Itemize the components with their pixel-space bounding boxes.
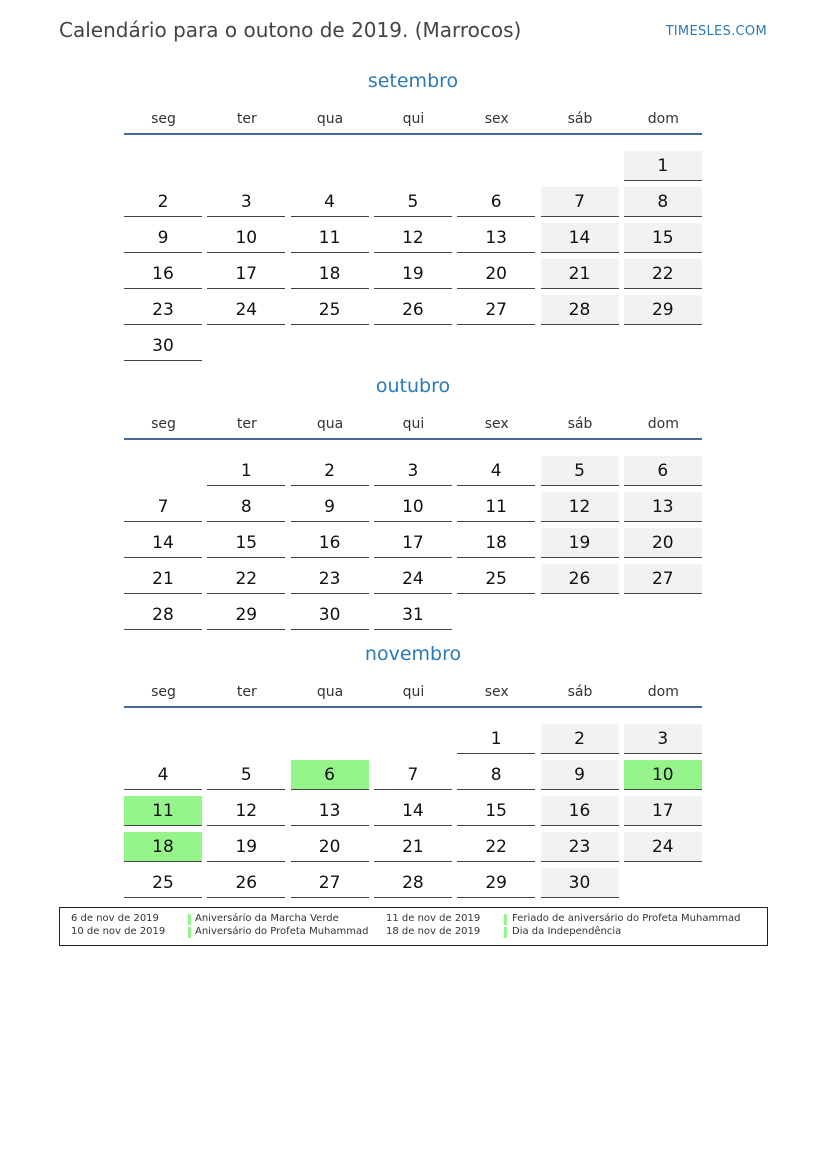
day-cell[interactable]: 30 <box>291 600 369 630</box>
day-cell[interactable]: 2 <box>541 724 619 754</box>
day-cell[interactable]: 26 <box>207 868 285 898</box>
holiday-day-cell[interactable]: 18 <box>124 832 202 862</box>
legend-date: 10 de nov de 2019 <box>71 926 166 937</box>
day-cell[interactable]: 17 <box>207 259 285 289</box>
site-link[interactable]: TIMESLES.COM <box>665 24 767 39</box>
weekday-label: dom <box>647 684 679 700</box>
day-cell[interactable]: 9 <box>124 223 202 253</box>
holiday-color-marker <box>188 914 191 925</box>
day-cell[interactable]: 4 <box>457 456 535 486</box>
weekday-label: qua <box>316 111 344 127</box>
day-cell[interactable]: 13 <box>291 796 369 826</box>
day-cell[interactable]: 28 <box>541 295 619 325</box>
day-cell[interactable]: 16 <box>124 259 202 289</box>
day-cell[interactable]: 10 <box>374 492 452 522</box>
day-cell[interactable]: 29 <box>457 868 535 898</box>
weekday-label: qui <box>402 111 425 127</box>
day-cell[interactable]: 5 <box>541 456 619 486</box>
legend-holiday-name: Dia da Independência <box>512 926 622 937</box>
weekday-label: sex <box>484 684 509 700</box>
day-cell[interactable]: 14 <box>374 796 452 826</box>
day-cell[interactable]: 1 <box>207 456 285 486</box>
day-cell[interactable]: 3 <box>207 187 285 217</box>
day-cell[interactable]: 7 <box>374 760 452 790</box>
day-cell[interactable]: 16 <box>291 528 369 558</box>
weekday-label: qua <box>316 416 344 432</box>
weekday-label: ter <box>236 111 257 127</box>
day-cell[interactable]: 6 <box>457 187 535 217</box>
weekday-label: sex <box>484 111 509 127</box>
day-cell[interactable]: 12 <box>374 223 452 253</box>
weekday-header-row <box>124 684 702 708</box>
day-cell[interactable]: 30 <box>124 331 202 361</box>
day-cell[interactable]: 1 <box>457 724 535 754</box>
legend-holiday-name: Aniversário da Marcha Verde <box>195 913 339 924</box>
day-cell[interactable]: 22 <box>207 564 285 594</box>
day-cell[interactable]: 19 <box>374 259 452 289</box>
day-cell[interactable]: 2 <box>124 187 202 217</box>
legend-date: 11 de nov de 2019 <box>386 913 481 924</box>
page-title: Calendário para o outono de 2019. (Marrocos) <box>59 18 522 42</box>
day-cell[interactable]: 9 <box>291 492 369 522</box>
day-cell[interactable]: 30 <box>541 868 619 898</box>
day-cell[interactable]: 18 <box>457 528 535 558</box>
day-cell[interactable]: 7 <box>541 187 619 217</box>
day-cell[interactable]: 14 <box>541 223 619 253</box>
legend-holiday-name: Feriado de aniversário do Profeta Muhammad <box>512 913 741 924</box>
weekday-label: dom <box>647 416 679 432</box>
day-cell[interactable]: 19 <box>207 832 285 862</box>
holiday-day-cell[interactable]: 11 <box>124 796 202 826</box>
day-cell[interactable]: 17 <box>374 528 452 558</box>
day-cell[interactable]: 25 <box>457 564 535 594</box>
weekday-label: sáb <box>567 111 593 127</box>
weekday-header-row <box>124 111 702 135</box>
day-cell[interactable]: 4 <box>291 187 369 217</box>
day-cell[interactable]: 23 <box>541 832 619 862</box>
day-cell[interactable]: 18 <box>291 259 369 289</box>
day-cell[interactable]: 26 <box>374 295 452 325</box>
holiday-color-marker <box>504 914 507 925</box>
day-cell[interactable]: 25 <box>291 295 369 325</box>
day-cell[interactable]: 5 <box>374 187 452 217</box>
day-cell[interactable]: 27 <box>291 868 369 898</box>
day-cell[interactable]: 2 <box>291 456 369 486</box>
weekday-label: seg <box>151 111 176 127</box>
day-cell[interactable]: 6 <box>624 456 702 486</box>
weekday-label: qua <box>316 684 344 700</box>
weekday-label: sex <box>484 416 509 432</box>
holiday-day-cell[interactable]: 6 <box>291 760 369 790</box>
day-cell[interactable]: 14 <box>124 528 202 558</box>
day-cell[interactable]: 12 <box>541 492 619 522</box>
day-cell[interactable]: 8 <box>624 187 702 217</box>
day-cell[interactable]: 29 <box>624 295 702 325</box>
day-cell[interactable]: 28 <box>374 868 452 898</box>
day-cell[interactable]: 20 <box>624 528 702 558</box>
day-cell[interactable]: 27 <box>624 564 702 594</box>
weekday-label: sáb <box>567 416 593 432</box>
day-cell[interactable]: 19 <box>541 528 619 558</box>
day-cell[interactable]: 8 <box>457 760 535 790</box>
day-cell[interactable]: 21 <box>374 832 452 862</box>
day-cell[interactable]: 15 <box>207 528 285 558</box>
weekday-label: ter <box>236 416 257 432</box>
legend-date: 6 de nov de 2019 <box>71 913 159 924</box>
day-cell[interactable]: 24 <box>374 564 452 594</box>
day-cell[interactable]: 29 <box>207 600 285 630</box>
month-title: outubro <box>375 375 451 397</box>
holiday-color-marker <box>504 927 507 938</box>
day-cell[interactable]: 22 <box>624 259 702 289</box>
weekday-label: qui <box>402 416 425 432</box>
day-cell[interactable]: 23 <box>291 564 369 594</box>
day-cell[interactable]: 10 <box>207 223 285 253</box>
day-cell[interactable]: 15 <box>457 796 535 826</box>
day-cell[interactable]: 21 <box>124 564 202 594</box>
day-cell[interactable]: 25 <box>124 868 202 898</box>
weekday-label: seg <box>151 684 176 700</box>
legend-holiday-name: Aniversário do Profeta Muhammad <box>195 926 369 937</box>
day-cell[interactable]: 11 <box>291 223 369 253</box>
weekday-label: dom <box>647 111 679 127</box>
weekday-label: seg <box>151 416 176 432</box>
holiday-day-cell[interactable]: 10 <box>624 760 702 790</box>
day-cell[interactable]: 20 <box>291 832 369 862</box>
day-cell[interactable]: 20 <box>457 259 535 289</box>
day-cell[interactable]: 24 <box>207 295 285 325</box>
weekday-header-row <box>124 416 702 440</box>
day-cell[interactable]: 5 <box>207 760 285 790</box>
day-cell[interactable]: 16 <box>541 796 619 826</box>
day-cell[interactable]: 21 <box>541 259 619 289</box>
day-cell[interactable]: 4 <box>124 760 202 790</box>
day-cell[interactable]: 8 <box>207 492 285 522</box>
day-cell[interactable]: 13 <box>457 223 535 253</box>
day-cell[interactable]: 12 <box>207 796 285 826</box>
day-cell[interactable]: 3 <box>374 456 452 486</box>
day-cell[interactable]: 3 <box>624 724 702 754</box>
day-cell[interactable]: 24 <box>624 832 702 862</box>
day-cell[interactable]: 13 <box>624 492 702 522</box>
day-cell[interactable]: 23 <box>124 295 202 325</box>
day-cell[interactable]: 26 <box>541 564 619 594</box>
weekday-label: ter <box>236 684 257 700</box>
day-cell[interactable]: 27 <box>457 295 535 325</box>
day-cell[interactable]: 22 <box>457 832 535 862</box>
weekday-label: qui <box>402 684 425 700</box>
month-title: novembro <box>364 643 462 665</box>
day-cell[interactable]: 9 <box>541 760 619 790</box>
day-cell[interactable]: 15 <box>624 223 702 253</box>
day-cell[interactable]: 1 <box>624 151 702 181</box>
day-cell[interactable]: 11 <box>457 492 535 522</box>
day-cell[interactable]: 31 <box>374 600 452 630</box>
month-title: setembro <box>367 70 459 92</box>
day-cell[interactable]: 17 <box>624 796 702 826</box>
legend-date: 18 de nov de 2019 <box>386 926 481 937</box>
weekday-label: sáb <box>567 684 593 700</box>
holiday-legend <box>59 907 768 946</box>
day-cell[interactable]: 7 <box>124 492 202 522</box>
day-cell[interactable]: 28 <box>124 600 202 630</box>
holiday-color-marker <box>188 927 191 938</box>
